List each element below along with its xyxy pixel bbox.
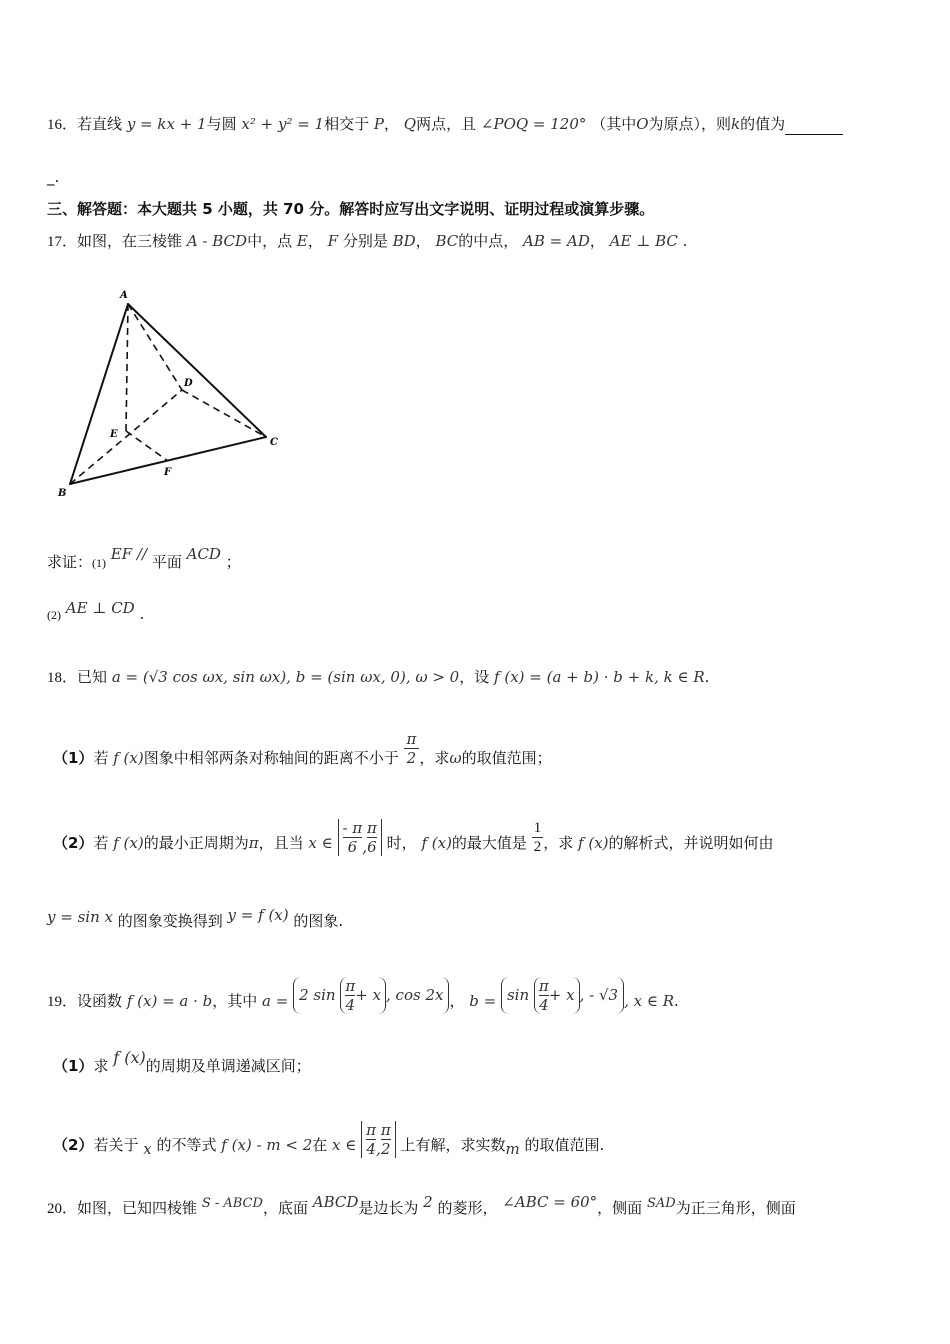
q18-y-sin: y = sin x [47, 908, 113, 926]
q17-point-f: F [327, 232, 339, 250]
fraction-pi-4 [366, 1121, 376, 1158]
q17-part2-number: (2) [47, 608, 61, 622]
q20-text: ，底面 [262, 1199, 308, 1217]
paren-group [534, 977, 580, 1014]
label-b: B [58, 488, 67, 499]
q16-line [47, 114, 843, 135]
fraction-numerator: π [345, 977, 356, 995]
q19-text: ，其中 [212, 992, 258, 1010]
q17-acd: ACD [186, 545, 221, 563]
fraction-numerator: 1 [533, 820, 542, 836]
q19-inequality: f (x) - m < 2 [221, 1136, 313, 1154]
q19-text: 上有解，求实数 [400, 1136, 506, 1154]
q18-fx: f (x) [421, 834, 452, 852]
q20-pyramid: S - ABCD [201, 1196, 263, 1211]
answer-blank[interactable] [785, 114, 843, 135]
q17-bd: BD [392, 232, 416, 250]
q17-ef-parallel: EF // [110, 545, 148, 563]
q19-text: 设函数 [77, 992, 123, 1010]
q20-face: SAD [646, 1196, 676, 1211]
q20-number: 20． [47, 1201, 78, 1217]
q19-sin: sin [506, 986, 530, 1004]
q16-text: 相交于 [324, 115, 370, 133]
q18-part2 [53, 819, 774, 862]
q18-text: 已知 [77, 668, 108, 686]
q16-comma: ， [384, 115, 400, 133]
q17-condition: AB = AD [523, 232, 590, 250]
q18-part2-number: （2） [53, 834, 94, 852]
q19-function: f (x) = a · b [126, 992, 213, 1010]
q19-period: . [674, 992, 679, 1010]
fraction-pi-4 [539, 977, 549, 1014]
q19-vector-b-label: b = [469, 992, 497, 1010]
q18-text: ，求 [419, 749, 450, 767]
label-d: D [184, 378, 193, 389]
q19-part2 [53, 1121, 605, 1164]
q17-text: 分别是 [342, 232, 388, 250]
q16-text: 为原点），则 [648, 115, 732, 133]
fraction-denominator: 2 [406, 749, 417, 767]
q20-text: 如图，已知四棱锥 [77, 1199, 198, 1217]
q18-pi: π [248, 834, 259, 852]
q19-part1 [53, 1048, 311, 1076]
q17-condition: AE ⊥ BC [609, 232, 678, 250]
q17-period: . [682, 232, 688, 250]
q18-text: 的最小正周期为 [143, 834, 249, 852]
q16-text: （其中 [591, 115, 637, 133]
q17-part2 [47, 599, 145, 625]
q18-text: 的取值范围； [461, 749, 552, 767]
q19-x-in: x ∈ [332, 1136, 357, 1154]
q20-text: 的菱形， [437, 1199, 498, 1217]
q19-vector-b [501, 977, 624, 1014]
interval-bracket [361, 1121, 396, 1158]
q19-text: 若关于 [93, 1136, 139, 1154]
q18-fx: f (x) [578, 834, 609, 852]
q17-part1 [47, 545, 241, 573]
q20-line [47, 1193, 796, 1220]
section-3-heading: 三、解答题：本大题共 5 小题，共 70 分。解答时应写出文字说明、证明过程或演算步骤。 [47, 200, 655, 218]
fraction-denominator: 2 [380, 1140, 391, 1158]
interval-bracket [338, 819, 382, 856]
fraction-neg-pi-6 [343, 819, 363, 856]
q19-vector-a-label: a = [262, 992, 289, 1010]
q16-text: 两点，且 [416, 115, 477, 133]
q16-origin: O [636, 115, 649, 133]
q18-line [47, 667, 709, 688]
fraction-numerator: π [366, 1121, 377, 1139]
q18-text: 若 [93, 834, 109, 852]
q17-part2-expression: AE ⊥ CD [65, 599, 135, 617]
fraction-numerator: π [367, 819, 377, 837]
q19-text: 求 [93, 1057, 109, 1075]
q19-part2-number: （2） [53, 1136, 94, 1154]
q18-vectors: a = (√3 cos ωx, sin ωx), b = (sin ωx, 0), ω > 0 [111, 668, 460, 686]
q17-line [47, 231, 687, 252]
q18-text: 时， [386, 834, 417, 852]
q19-text: 在 [312, 1136, 328, 1154]
q20-text: 为正三角形，侧面 [675, 1199, 796, 1217]
q19-neg-sqrt3: , - √3 [579, 986, 619, 1004]
fraction-numerator: - π [342, 819, 363, 837]
q19-vector-a [293, 977, 449, 1014]
q20-text: ，侧面 [597, 1199, 643, 1217]
edge-ae [126, 304, 128, 431]
q16-text: 与圆 [206, 115, 237, 133]
q16-angle: ∠POQ = 120° [480, 115, 587, 133]
q19-plus-x: + x [548, 986, 575, 1004]
q17-text: 如图，在三棱锥 [77, 232, 183, 250]
q16-number: 16． [47, 117, 78, 133]
q18-text: ，且当 [258, 834, 304, 852]
q16-text: 的值为 [740, 115, 786, 133]
q17-comma: ， [589, 232, 605, 250]
q19-x: x [143, 1140, 152, 1158]
q17-bc: BC [435, 232, 459, 250]
paren-group [340, 977, 386, 1014]
q16-point-p: P [373, 115, 384, 133]
q17-point-e: E [296, 232, 308, 250]
q18-text: 的图象变换得到 [117, 912, 223, 930]
q19-comma: ， [449, 992, 465, 1010]
q18-fx: f (x) [113, 834, 144, 852]
q18-function: f (x) = (a + b) · b + k, k ∈ R [494, 668, 705, 686]
q20-angle: ∠ABC = 60° [502, 1193, 598, 1211]
q19-sin: 2 sin [299, 986, 336, 1004]
q17-part1-number: (1) [92, 556, 107, 570]
edge-ef [126, 431, 168, 461]
q17-semicolon: ； [225, 553, 241, 571]
fraction-denominator: 4 [345, 996, 356, 1014]
label-f: F [164, 467, 172, 478]
q19-domain: , x ∈ R [624, 992, 674, 1010]
interval-comma: , [362, 838, 367, 856]
q18-period: . [704, 668, 710, 686]
q17-number: 17． [47, 234, 78, 250]
q19-text: 的不等式 [156, 1136, 217, 1154]
q18-text: 的图象. [293, 912, 344, 930]
q19-line [47, 977, 679, 1020]
q18-text: 的最大值是 [451, 834, 527, 852]
label-a: A [120, 290, 128, 301]
q17-comma: ， [307, 232, 323, 250]
q17-plane: 平面 [151, 553, 182, 571]
q16-circle-equation: x² + y² = 1 [241, 115, 325, 133]
q18-text: 图象中相邻两条对称轴间的距离不小于 [143, 749, 399, 767]
q16-line-equation: y = kx + 1 [126, 115, 207, 133]
fraction-denominator: 2 [533, 839, 542, 855]
q18-omega: ω [449, 749, 462, 767]
q19-plus-x: + x [355, 986, 382, 1004]
fraction-denominator: 6 [367, 838, 377, 856]
q18-number: 18． [47, 670, 78, 686]
q17-comma: ， [415, 232, 431, 250]
edge-ac [128, 304, 266, 437]
q19-part1-number: （1） [53, 1057, 94, 1075]
fraction-pi-2 [381, 1121, 391, 1158]
q20-text: 是边长为 [358, 1199, 419, 1217]
fraction-numerator: π [380, 1121, 391, 1139]
q17-prove: 求证： [47, 553, 93, 571]
fraction-numerator: π [538, 977, 549, 995]
q18-part2-cont [47, 906, 344, 931]
q16-point-q: Q [403, 115, 417, 133]
q18-fx: f (x) [113, 749, 144, 767]
q17-period: . [139, 605, 145, 623]
q16-k: k [731, 115, 741, 133]
fraction-pi-over-2 [404, 730, 420, 767]
tetrahedron-figure [50, 285, 290, 500]
q19-text: 的取值范围. [524, 1136, 605, 1154]
q19-cos: , cos 2x [386, 986, 444, 1004]
fraction-denominator: 4 [366, 1140, 376, 1158]
q19-fx: f (x) [113, 1048, 146, 1067]
fraction-pi-4 [345, 977, 355, 1014]
q17-text: 的中点， [458, 232, 519, 250]
interval-comma: , [376, 1140, 381, 1158]
label-c: C [270, 437, 278, 448]
q17-pyramid: A - BCD [186, 232, 248, 250]
q18-part1 [53, 730, 552, 777]
q16-tail: _. [47, 168, 60, 186]
q19-m: m [505, 1140, 520, 1158]
q18-text: 的解析式，并说明如何由 [608, 834, 774, 852]
fraction-pi-6 [367, 819, 377, 856]
q18-y-f: y = f (x) [227, 906, 289, 924]
q18-x-in: x ∈ [308, 834, 333, 852]
fraction-denominator: 4 [539, 996, 549, 1014]
fraction-numerator: π [404, 730, 420, 749]
q20-side-length: 2 [423, 1193, 433, 1211]
q19-text: 的周期及单调递减区间； [145, 1057, 311, 1075]
q19-number: 19． [47, 994, 78, 1010]
q18-part1-number: （1） [53, 749, 94, 767]
edge-ab [70, 304, 128, 484]
label-e: E [110, 429, 118, 440]
q18-text: ，设 [459, 668, 490, 686]
fraction-1-over-2 [532, 819, 544, 856]
q20-base: ABCD [312, 1193, 359, 1211]
q16-text: 若直线 [77, 115, 123, 133]
q18-text: 若 [93, 749, 109, 767]
q17-text: 中，点 [247, 232, 293, 250]
fraction-denominator: 6 [347, 838, 358, 856]
q18-text: ，求 [543, 834, 574, 852]
